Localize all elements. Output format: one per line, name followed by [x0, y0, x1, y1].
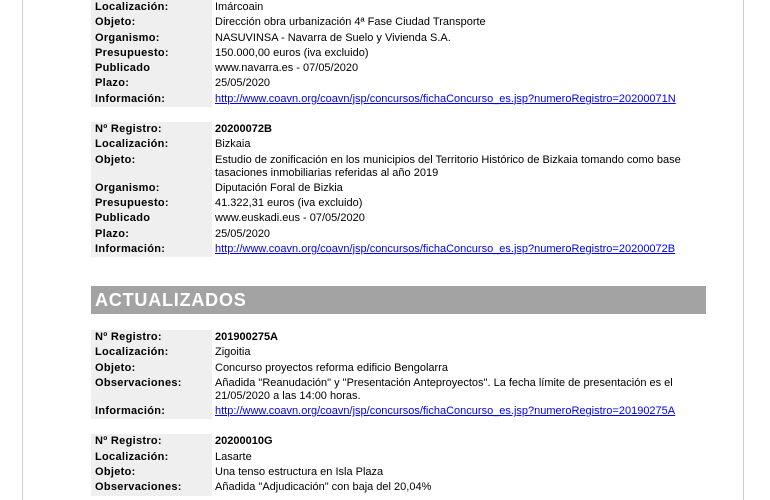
field-value: Imárcoain	[215, 1, 264, 13]
info-link[interactable]: http://www.coavn.org/coavn/jsp/concursos/fichaConcurso_es.jsp?numeroRegistro=20200071N	[215, 92, 676, 105]
record-row	[91, 434, 706, 449]
record-row	[91, 196, 706, 211]
field-label: Nº Registro:	[91, 434, 212, 449]
record-row	[91, 92, 706, 107]
record-row	[91, 345, 706, 360]
field-label: Publicado	[91, 61, 212, 76]
field-value: Añadida "Reanudación" y "Presentación Anteproyectos". La fecha límite de presentación es el 21/05/2020 a las 14:00 horas.	[215, 377, 673, 403]
field-label: Información:	[91, 242, 212, 257]
field-value: 41.322,31 euros (iva excluido)	[215, 196, 363, 209]
field-label: Plazo:	[91, 76, 212, 91]
field-label: Información:	[91, 404, 212, 419]
newsletter-content	[91, 0, 706, 496]
field-label: Localización:	[91, 0, 212, 15]
registry-number: 20200010G	[215, 435, 273, 448]
field-label: Observaciones:	[91, 480, 212, 495]
field-value	[212, 242, 706, 257]
record-row	[91, 361, 706, 376]
field-value: Una tenso estructura en Isla Plaza	[215, 465, 384, 478]
spacer	[91, 314, 706, 330]
record-row	[91, 330, 706, 345]
record-20200071N	[91, 0, 706, 107]
field-label: Localización:	[91, 137, 212, 152]
field-label: Objeto:	[91, 361, 212, 376]
record-row	[91, 242, 706, 257]
spacer	[91, 257, 706, 286]
field-value: Concurso proyectos reforma edificio Bengolarra	[215, 361, 448, 374]
info-link[interactable]: http://www.coavn.org/coavn/jsp/concursos/fichaConcurso_es.jsp?numeroRegistro=20200072B	[215, 242, 676, 255]
section-heading-actualizados: ACTUALIZADOS	[91, 286, 706, 314]
field-label: Objeto:	[91, 465, 212, 480]
record-row	[91, 376, 706, 404]
field-label: Objeto:	[91, 153, 212, 181]
page-border-right	[743, 0, 744, 500]
record-row	[91, 465, 706, 480]
field-label: Observaciones:	[91, 376, 212, 404]
record-20200010G	[91, 434, 706, 495]
field-value: Diputación Foral de Bizkia	[215, 181, 343, 194]
record-row	[91, 480, 706, 495]
field-value: Dirección obra urbanización 4ª Fase Ciudad Transporte	[215, 16, 486, 29]
field-label: Información:	[91, 92, 212, 107]
field-value: 150.000,00 euros (iva excluido)	[215, 46, 369, 59]
field-value: NASUVINSA - Navarra de Suelo y Vivienda S.A.	[215, 31, 451, 44]
field-label: Plazo:	[91, 227, 212, 242]
record-row	[91, 61, 706, 76]
record-row	[91, 137, 706, 152]
record-row	[91, 153, 706, 181]
record-row	[91, 15, 706, 30]
record-row	[91, 122, 706, 137]
record-20200072B	[91, 122, 706, 257]
registry-number: 20200072B	[215, 123, 272, 136]
field-value: 25/05/2020	[215, 77, 271, 90]
record-row	[91, 46, 706, 61]
field-label: Organismo:	[91, 31, 212, 46]
field-label: Nº Registro:	[91, 122, 212, 137]
record-row	[91, 0, 706, 15]
field-value	[212, 92, 706, 107]
field-value: Lasarte	[215, 450, 252, 463]
field-value: www.navarra.es - 07/05/2020	[215, 62, 359, 75]
record-row	[91, 211, 706, 226]
field-value: Zigoitia	[215, 346, 251, 359]
field-value	[212, 404, 706, 419]
page-border-left	[22, 0, 23, 500]
record-row	[91, 76, 706, 91]
field-value: 25/05/2020	[215, 227, 271, 240]
field-label: Objeto:	[91, 15, 212, 30]
registry-number: 201900275A	[215, 331, 279, 344]
field-label: Localización:	[91, 345, 212, 360]
record-row	[91, 450, 706, 465]
field-value: Estudio de zonificación en los municipios del Territorio Histórico de Bizkaia tomando como base tasaciones inmobiliarias referidas al año 2019	[215, 153, 681, 179]
record-row	[91, 227, 706, 242]
field-label: Presupuesto:	[91, 196, 212, 211]
field-value: Bizkaia	[215, 138, 251, 151]
field-label: Nº Registro:	[91, 330, 212, 345]
field-value: www.euskadi.eus - 07/05/2020	[215, 212, 365, 225]
record-row	[91, 31, 706, 46]
spacer	[91, 419, 706, 434]
field-label: Presupuesto:	[91, 46, 212, 61]
info-link[interactable]: http://www.coavn.org/coavn/jsp/concursos/fichaConcurso_es.jsp?numeroRegistro=20190275A	[215, 405, 676, 418]
spacer	[91, 107, 706, 122]
field-label: Localización:	[91, 450, 212, 465]
field-value: Añadida "Adjudicación" con baja del 20,04%	[215, 481, 432, 494]
field-label: Publicado	[91, 211, 212, 226]
record-row	[91, 181, 706, 196]
record-row	[91, 404, 706, 419]
record-201900275A	[91, 330, 706, 419]
field-label: Organismo:	[91, 181, 212, 196]
